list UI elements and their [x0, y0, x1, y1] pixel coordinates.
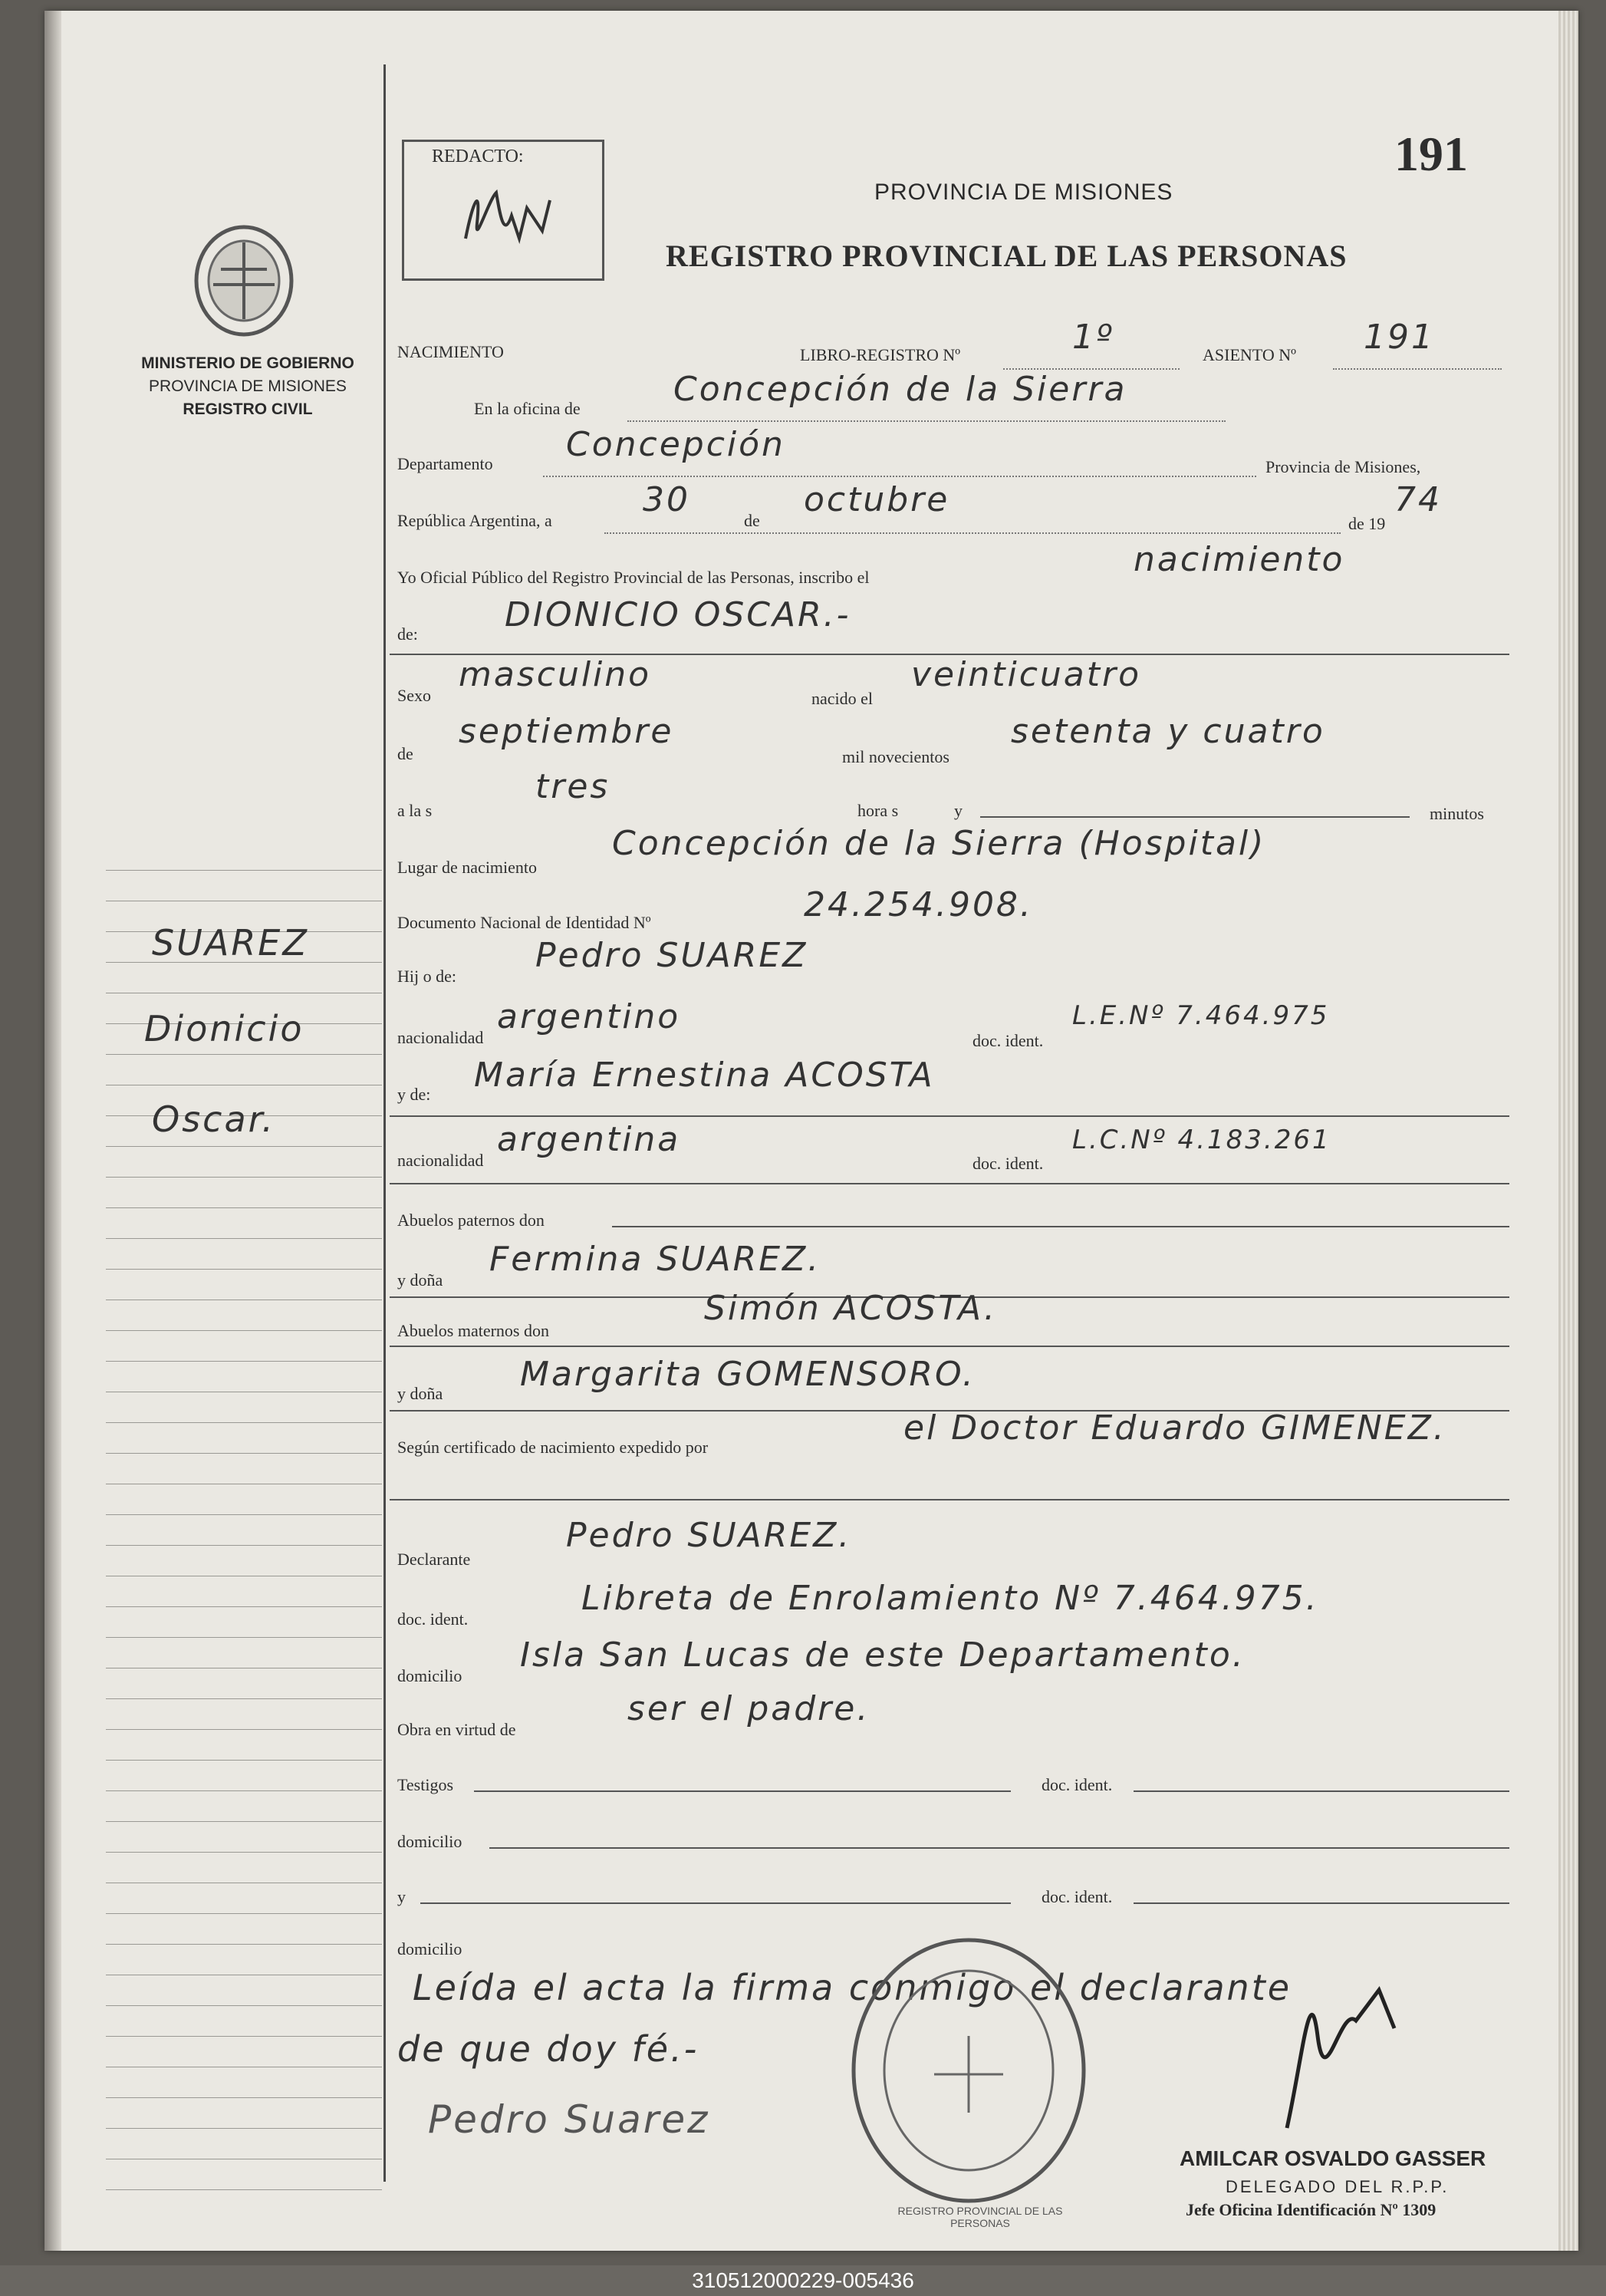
anio-value: 74 [1394, 480, 1442, 519]
margin-rule [106, 1330, 382, 1331]
leida-line1: Leída el acta la firma conmigo el declarante [413, 1967, 1292, 2008]
doc-madre-label: doc. ident. [972, 1154, 1044, 1173]
ab-mat-dona-label: y doña [397, 1384, 443, 1403]
libro-value: 1º [1072, 318, 1114, 357]
dni-label: Documento Nacional de Identidad Nº [397, 913, 651, 932]
margin-rule [106, 2097, 382, 2098]
margin-rule [106, 1054, 382, 1055]
nacimiento-label: NACIMIENTO [397, 342, 504, 361]
registry-seal [842, 1929, 1095, 2212]
oficial-label: Yo Oficial Público del Registro Provincial de las Personas, inscribo el [397, 568, 870, 587]
redacto-signature [435, 170, 588, 269]
page-edge [1558, 11, 1578, 2251]
testigos-label: Testigos [397, 1775, 454, 1794]
abuelos-paternos-label: Abuelos paternos don [397, 1211, 545, 1230]
seal-text: REGISTRO PROVINCIAL DE LAS PERSONAS [897, 2205, 1063, 2229]
stamp-name: AMILCAR OSVALDO GASSER [1180, 2146, 1486, 2170]
nac-padre-label: nacionalidad [397, 1028, 484, 1047]
asiento-value: 191 [1364, 318, 1435, 357]
margin-rule [106, 1821, 382, 1822]
provincia-label: Provincia de Misiones, [1265, 457, 1421, 476]
abuelos-maternos-label: Abuelos maternos don [397, 1321, 549, 1340]
obra-value: ser el padre. [627, 1689, 870, 1728]
doc-padre-value: L.E.Nº 7.464.975 [1072, 1000, 1330, 1031]
page-number: 191 [1394, 127, 1468, 181]
margin-rule [106, 1269, 382, 1270]
dni-value: 24.254.908. [804, 885, 1033, 924]
domicilio3-label: domicilio [397, 1939, 462, 1958]
de2-label: de: [397, 624, 418, 644]
left-province-label: PROVINCIA DE MISIONES [149, 377, 347, 395]
redacto-box [402, 140, 604, 281]
margin-rule [106, 1729, 382, 1730]
oficina-label: En la oficina de [474, 399, 581, 418]
domicilio-label: domicilio [397, 1666, 462, 1685]
obra-label: Obra en virtud de [397, 1720, 516, 1739]
margin-rule [106, 1637, 382, 1638]
nac-padre-value: argentino [497, 997, 681, 1036]
margin-rule [106, 2128, 382, 2129]
declarant-signature: Pedro Suarez [428, 2097, 710, 2142]
lugar-value: Concepción de la Sierra (Hospital) [612, 824, 1266, 863]
margin-rule [106, 870, 382, 871]
ab-pat-dona-label: y doña [397, 1270, 443, 1290]
margin-first-name: Dionicio [144, 1008, 304, 1049]
domicilio-value: Isla San Lucas de este Departamento. [520, 1636, 1246, 1675]
madre-value: María Ernestina ACOSTA [474, 1056, 935, 1095]
margin-rule [106, 1422, 382, 1423]
departamento-value: Concepción [566, 425, 785, 464]
margin-rule [106, 1852, 382, 1853]
header-province: PROVINCIA DE MISIONES [874, 180, 1173, 205]
image-caption: 310512000229-005436 [0, 2265, 1606, 2296]
minutos-label: minutos [1430, 804, 1484, 823]
margin-rule [106, 1698, 382, 1699]
nacido-label: nacido el [811, 689, 874, 708]
dia-value: 30 [643, 480, 690, 519]
doc-decl-label: doc. ident. [397, 1609, 469, 1629]
margin-rule [106, 1146, 382, 1147]
nombre-value: DIONICIO OSCAR.- [505, 595, 851, 634]
margin-rule [106, 2005, 382, 2006]
margin-rule [106, 2189, 382, 2190]
mes-nac-value: septiembre [459, 712, 674, 751]
y2-doc-label: doc. ident. [1042, 1887, 1113, 1906]
republica-label: República Argentina, a [397, 511, 552, 530]
mil-value: setenta y cuatro [1011, 712, 1325, 751]
nac-madre-value: argentina [497, 1120, 681, 1159]
margin-second-name: Oscar. [152, 1099, 275, 1140]
alas-label: a la s [397, 801, 433, 820]
y2-label: y [397, 1887, 406, 1906]
margin-surname: SUAREZ [152, 922, 309, 964]
leida-line2: de que doy fé.- [397, 2028, 699, 2070]
header-registry: REGISTRO PROVINCIAL DE LAS PERSONAS [666, 239, 1348, 273]
margin-rule [106, 1514, 382, 1515]
ab-pat-dona-value: Fermina SUAREZ. [489, 1240, 821, 1279]
anio-label: de 19 [1348, 514, 1386, 533]
nac-madre-label: nacionalidad [397, 1151, 484, 1170]
departamento-label: Departamento [397, 454, 493, 473]
mil-label: mil novecientos [842, 747, 949, 766]
margin-rule [106, 1238, 382, 1239]
coat-of-arms-emblem [183, 212, 305, 342]
margin-rule [106, 1606, 382, 1607]
margin-rule [106, 1913, 382, 1914]
official-signature [1241, 1944, 1440, 2143]
declarante-label: Declarante [397, 1550, 471, 1569]
stamp-title: DELEGADO DEL R.P.P. [1226, 2177, 1450, 2196]
libro-label: LIBRO-REGISTRO Nº [800, 345, 961, 364]
margin-rule [106, 1545, 382, 1546]
de3-label: de [397, 744, 413, 763]
y-label: y [954, 801, 963, 820]
hijo-label: Hij o de: [397, 967, 456, 986]
ab-mat-dona-value: Margarita GOMENSORO. [520, 1355, 976, 1394]
asiento-label: ASIENTO Nº [1203, 345, 1296, 364]
margin-divider [383, 64, 386, 2182]
padre-value: Pedro SUAREZ [535, 936, 808, 975]
redacto-label: REDACTO: [432, 147, 524, 166]
testigos-doc-label: doc. ident. [1042, 1775, 1113, 1794]
oficial-value: nacimiento [1134, 540, 1345, 579]
certificado-value: el Doctor Eduardo GIMENEZ. [903, 1408, 1446, 1448]
lugar-label: Lugar de nacimiento [397, 858, 538, 877]
stamp-office: Jefe Oficina Identificación Nº 1309 [1186, 2200, 1437, 2219]
margin-rule [106, 2036, 382, 2037]
certificado-label: Según certificado de nacimiento expedido por [397, 1438, 709, 1457]
margin-rule [106, 1453, 382, 1454]
sexo-label: Sexo [397, 686, 431, 705]
doc-madre-value: L.C.Nº 4.183.261 [1072, 1125, 1331, 1155]
margin-rule [106, 1361, 382, 1362]
hora-value: tres [535, 767, 610, 806]
document-page [44, 11, 1578, 2251]
margin-rule [106, 1207, 382, 1208]
doc-decl-value: Libreta de Enrolamiento Nº 7.464.975. [581, 1579, 1319, 1618]
doc-padre-label: doc. ident. [972, 1031, 1044, 1050]
declarante-value: Pedro SUAREZ. [566, 1516, 852, 1555]
ministry-label: MINISTERIO DE GOBIERNO [141, 354, 354, 372]
yde-label: y de: [397, 1085, 431, 1104]
sexo-value: masculino [459, 655, 652, 694]
oficina-value: Concepción de la Sierra [673, 370, 1127, 409]
de-label: de [744, 511, 760, 530]
margin-rule [106, 1944, 382, 1945]
nacido-value: veinticuatro [911, 655, 1141, 694]
margin-rule [106, 1177, 382, 1178]
margin-rule [106, 1790, 382, 1791]
margin-rule [106, 1760, 382, 1761]
book-spine [44, 11, 61, 2251]
mes-value: octubre [804, 480, 950, 519]
domicilio2-label: domicilio [397, 1832, 462, 1851]
civil-registry-label: REGISTRO CIVIL [183, 400, 313, 418]
ab-mat-don-value: Simón ACOSTA. [704, 1289, 997, 1328]
horas-label: hora s [857, 801, 899, 820]
